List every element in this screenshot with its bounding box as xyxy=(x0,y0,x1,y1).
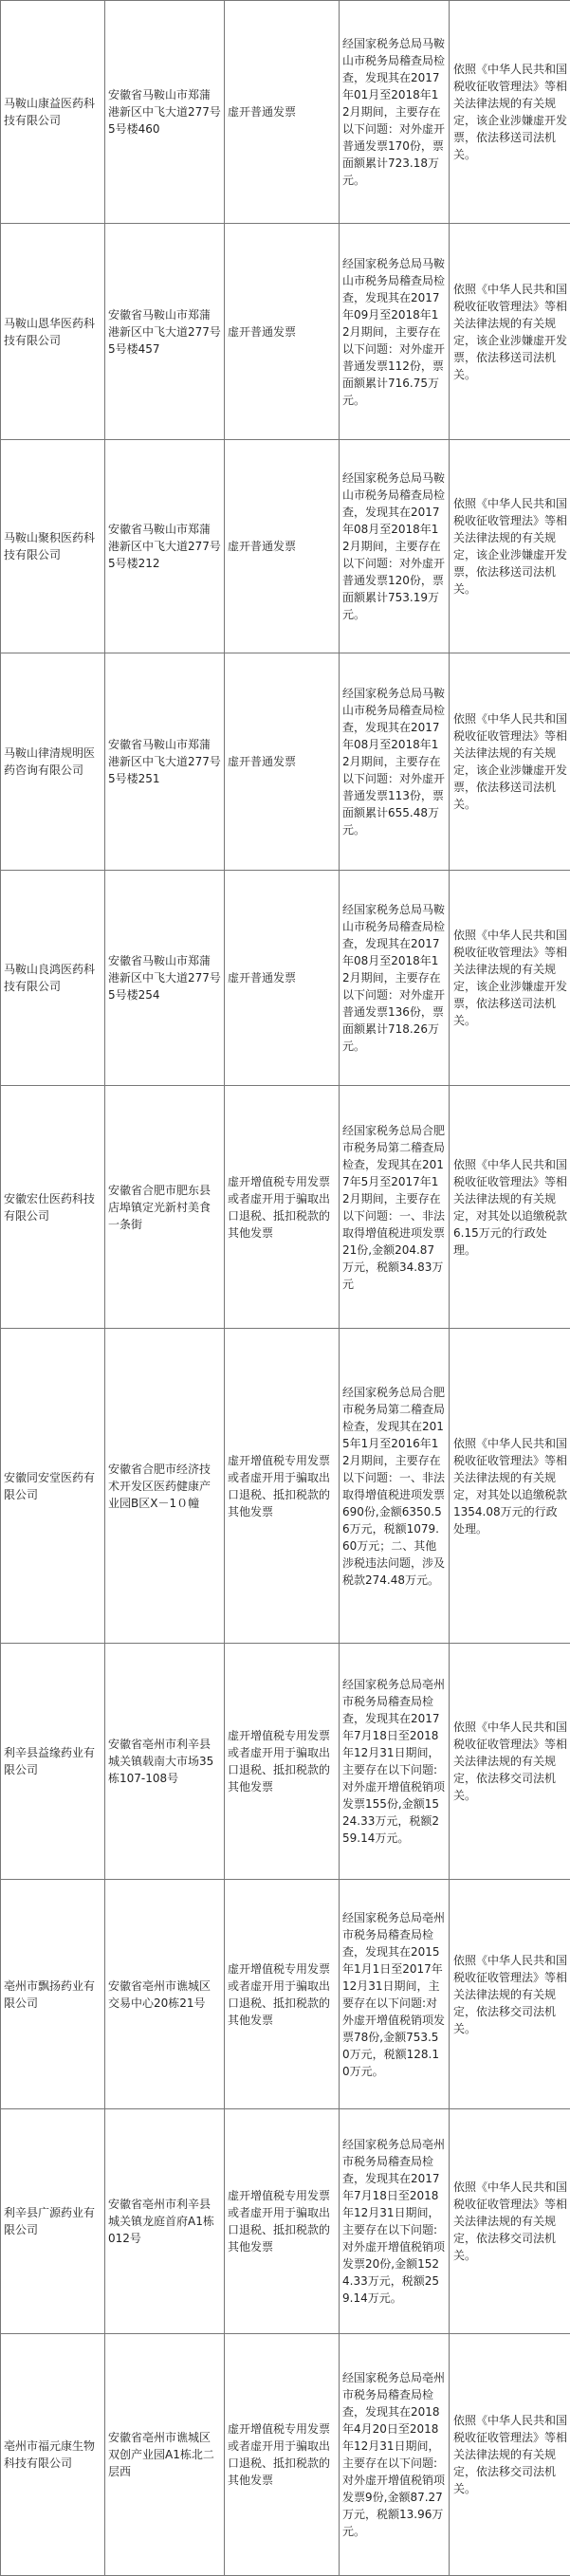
violation-type-cell: 虚开增值税专用发票或者虚开用于骗取出口退税、抵扣税款的其他发票 xyxy=(225,1644,340,1880)
case-details-cell: 经国家税务总局合肥市税务局第二稽查局检查，发现其在2017年5月至2017年12月期间，主要存在以下问题：一、非法取得增值税进项发票21份,金额204.87万元，税额34.83万元 xyxy=(340,1086,450,1329)
company-name-cell: 亳州市福元康生物科技有限公司 xyxy=(1,2334,105,2576)
address-cell: 安徽省亳州市谯城区交易中心20栋21号 xyxy=(105,1880,225,2109)
case-details-cell: 经国家税务总局马鞍山市税务局稽查局检查，发现其在2017年08月至2018年12月期间，主要存在以下问题：对外虚开普通发票113份，票面额累计655.48万元。 xyxy=(340,653,450,871)
table-row xyxy=(1,1880,570,2109)
company-name-cell: 马鞍山聚积医药科技有限公司 xyxy=(1,440,105,653)
violation-type-cell: 虚开增值税专用发票或者虚开用于骗取出口退税、抵扣税款的其他发票 xyxy=(225,1086,340,1329)
penalty-measure-cell: 依照《中华人民共和国税收征收管理法》等相关法律法规的有关规定，该企业涉嫌虚开发票，依法移送司法机关。 xyxy=(450,1,570,224)
company-name-cell: 利辛县广源药业有限公司 xyxy=(1,2109,105,2334)
case-details-cell: 经国家税务总局马鞍山市税务局稽查局检查，发现其在2017年01月至2018年12月期间，主要存在以下问题：对外虚开普通发票170份，票面额累计723.18万元。 xyxy=(340,1,450,224)
company-name-cell: 安徽宏仕医药科技有限公司 xyxy=(1,1086,105,1329)
table-row xyxy=(1,1329,570,1644)
penalty-measure-cell: 依照《中华人民共和国税收征收管理法》等相关法律法规的有关规定，对其处以追缴税款6.15万元的行政处理。 xyxy=(450,1086,570,1329)
address-cell: 安徽省亳州市利辛县城关镇载南大市场35栋107-108号 xyxy=(105,1644,225,1880)
case-details-cell: 经国家税务总局马鞍山市税务局稽查局检查，发现其在2017年09月至2018年12月期间，主要存在以下问题：对外虚开普通发票112份，票面额累计716.75万元。 xyxy=(340,224,450,440)
penalty-measure-cell: 依照《中华人民共和国税收征收管理法》等相关法律法规的有关规定，依法移交司法机关。 xyxy=(450,1644,570,1880)
penalty-measure-cell: 依照《中华人民共和国税收征收管理法》等相关法律法规的有关规定，该企业涉嫌虚开发票，依法移送司法机关。 xyxy=(450,440,570,653)
violation-type-cell: 虚开增值税专用发票或者虚开用于骗取出口退税、抵扣税款的其他发票 xyxy=(225,1329,340,1644)
case-details-cell: 经国家税务总局亳州市税务局稽查局检查，发现其在2015年1月1日至2017年12月31日期间，主要存在以下问题:对外虚开增值税销项发票78份,金额753.50万元，税额128.10万元。 xyxy=(340,1880,450,2109)
company-name-cell: 马鞍山良鸿医药科技有限公司 xyxy=(1,871,105,1086)
case-details-cell: 经国家税务总局马鞍山市税务局稽查局检查，发现其在2017年08月至2018年12月期间，主要存在以下问题：对外虚开普通发票120份，票面额累计753.19万元。 xyxy=(340,440,450,653)
violation-type-cell: 虚开增值税专用发票或者虚开用于骗取出口退税、抵扣税款的其他发票 xyxy=(225,2109,340,2334)
table-row xyxy=(1,1644,570,1880)
case-details-cell: 经国家税务总局亳州市税务局稽查局检查，发现其在2017年7月18日至2018年12月31日期间，主要存在以下问题:对外虚开增值税销项发票155份,金额1524.33万元，税额259.14万元。 xyxy=(340,1644,450,1880)
company-name-cell: 马鞍山恩华医药科技有限公司 xyxy=(1,224,105,440)
address-cell: 安徽省合肥市肥东县店埠镇定光新村美食一条街 xyxy=(105,1086,225,1329)
company-name-cell: 马鞍山康益医药科技有限公司 xyxy=(1,1,105,224)
company-name-cell: 安徽同安堂医药有限公司 xyxy=(1,1329,105,1644)
penalty-measure-cell: 依照《中华人民共和国税收征收管理法》等相关法律法规的有关规定，该企业涉嫌虚开发票，依法移送司法机关。 xyxy=(450,653,570,871)
address-cell: 安徽省马鞍山市郑蒲港新区中飞大道277号5号楼254 xyxy=(105,871,225,1086)
violation-type-cell: 虚开增值税专用发票或者虚开用于骗取出口退税、抵扣税款的其他发票 xyxy=(225,1880,340,2109)
table-row xyxy=(1,1086,570,1329)
table-row xyxy=(1,224,570,440)
address-cell: 安徽省马鞍山市郑蒲港新区中飞大道277号5号楼457 xyxy=(105,224,225,440)
violation-type-cell: 虚开普通发票 xyxy=(225,1,340,224)
penalty-measure-cell: 依照《中华人民共和国税收征收管理法》等相关法律法规的有关规定，该企业涉嫌虚开发票，依法移送司法机关。 xyxy=(450,871,570,1086)
company-name-cell: 马鞍山律清规明医药咨询有限公司 xyxy=(1,653,105,871)
address-cell: 安徽省马鞍山市郑蒲港新区中飞大道277号5号楼212 xyxy=(105,440,225,653)
violation-type-cell: 虚开普通发票 xyxy=(225,440,340,653)
case-details-cell: 经国家税务总局马鞍山市税务局稽查局检查，发现其在2017年08月至2018年12月期间，主要存在以下问题：对外虚开普通发票136份，票面额累计718.26万元。 xyxy=(340,871,450,1086)
penalty-measure-cell: 依照《中华人民共和国税收征收管理法》等相关法律法规的有关规定，依法移交司法机关。 xyxy=(450,2109,570,2334)
case-details-cell: 经国家税务总局亳州市税务局稽查局检查，发现其在2017年7月18日至2018年12月31日期间，主要存在以下问题:对外虚开增值税销项发票20份,金额1524.33万元，税额259.14万元。 xyxy=(340,2109,450,2334)
address-cell: 安徽省马鞍山市郑蒲港新区中飞大道277号5号楼251 xyxy=(105,653,225,871)
table-row xyxy=(1,871,570,1086)
address-cell: 安徽省马鞍山市郑蒲港新区中飞大道277号5号楼460 xyxy=(105,1,225,224)
table-row xyxy=(1,2334,570,2576)
address-cell: 安徽省亳州市利辛县城关镇龙庭首府A1栋012号 xyxy=(105,2109,225,2334)
company-name-cell: 利辛县益缘药业有限公司 xyxy=(1,1644,105,1880)
table-row xyxy=(1,2109,570,2334)
company-name-cell: 亳州市飘扬药业有限公司 xyxy=(1,1880,105,2109)
penalty-measure-cell: 依照《中华人民共和国税收征收管理法》等相关法律法规的有关规定，依法移交司法机关。 xyxy=(450,2334,570,2576)
table-row xyxy=(1,1,570,224)
address-cell: 安徽省亳州市谯城区双创产业园A1栋北二层西 xyxy=(105,2334,225,2576)
violation-type-cell: 虚开普通发票 xyxy=(225,224,340,440)
penalty-measure-cell: 依照《中华人民共和国税收征收管理法》等相关法律法规的有关规定，该企业涉嫌虚开发票，依法移送司法机关。 xyxy=(450,224,570,440)
violation-type-cell: 虚开普通发票 xyxy=(225,653,340,871)
penalty-measure-cell: 依照《中华人民共和国税收征收管理法》等相关法律法规的有关规定，对其处以追缴税款1354.08万元的行政处理。 xyxy=(450,1329,570,1644)
table-row xyxy=(1,653,570,871)
penalty-measure-cell: 依照《中华人民共和国税收征收管理法》等相关法律法规的有关规定，依法移交司法机关。 xyxy=(450,1880,570,2109)
violation-type-cell: 虚开增值税专用发票或者虚开用于骗取出口退税、抵扣税款的其他发票 xyxy=(225,2334,340,2576)
case-details-cell: 经国家税务总局亳州市税务局稽查局检查，发现其在2018年4月20日至2018年12月31日期间，主要存在以下问题:对外虚开增值税销项发票9份,金额87.27万元，税额13.96万元。 xyxy=(340,2334,450,2576)
address-cell: 安徽省合肥市经济技术开发区医药健康产业园B区X－1０幢 xyxy=(105,1329,225,1644)
violation-type-cell: 虚开普通发票 xyxy=(225,871,340,1086)
table-row xyxy=(1,440,570,653)
case-details-cell: 经国家税务总局合肥市税务局第二稽查局检查，发现其在2015年1月至2016年12月期间，主要存在以下问题：一、非法取得增值税进项发票690份,金额6350.56万元，税额1079.60万元；二、其他涉税违法问题，涉及税款274.48万元。 xyxy=(340,1329,450,1644)
